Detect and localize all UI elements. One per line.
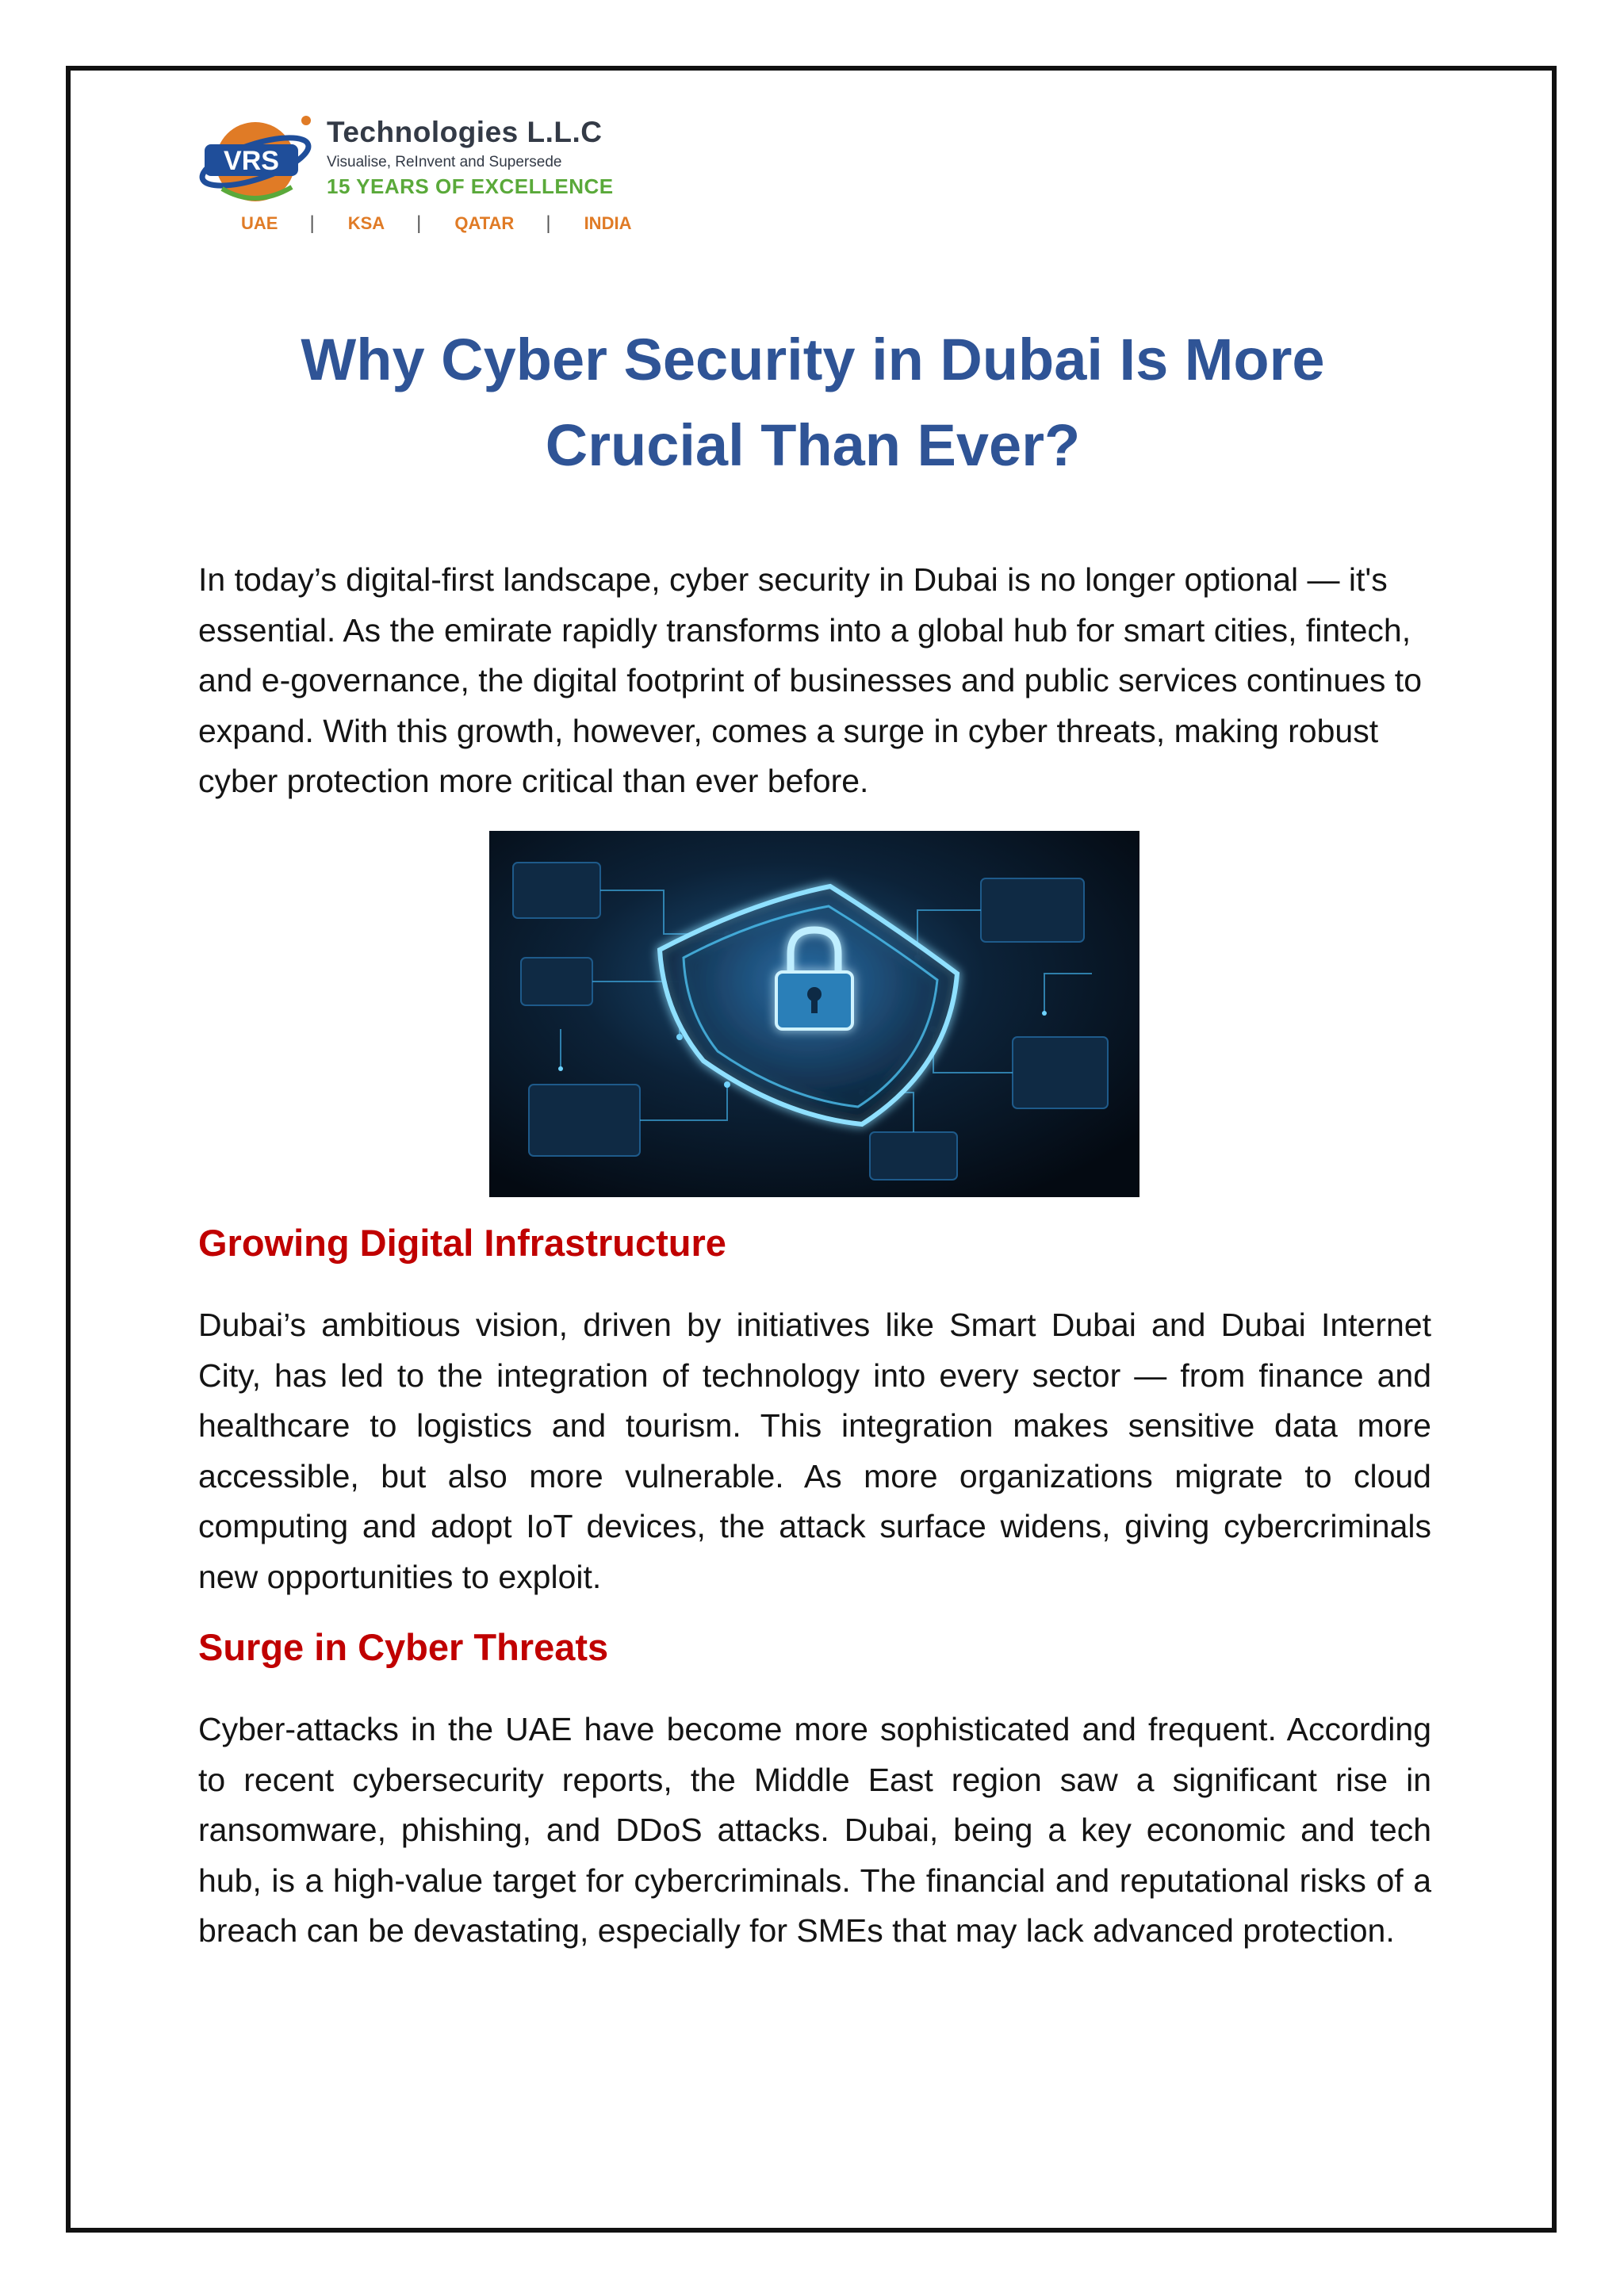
section-body-growing-digital-infrastructure: Dubai’s ambitious vision, driven by initiatives like Smart Dubai and Dubai Internet City, has led to the integration of technology into every sector — from finance and healthcare to logistics and tourism. This integration makes sensitive data more accessible, but also more vulnerable. As more organizations migrate to cloud computing and adopt IoT devices, the attack surface widens, giving cybercriminals new opportunities to exploit. [198, 1307, 1431, 1595]
section-body-surge-in-cyber-threats: Cyber-attacks in the UAE have become more sophisticated and frequent. According to recent cybersecurity reports, the Middle East region saw a significant rise in ransomware, phishing, and DDoS attacks. Dubai, being a key economic and tech hub, is a high-value target for cybercriminals. The financial and reputational risks of a breach can be devastating, especially for SMEs that may lack advanced protection. [198, 1711, 1431, 1949]
company-tagline: Visualise, ReInvent and Supersede [327, 154, 562, 170]
region-separator: | [546, 212, 551, 234]
company-logo[interactable] [198, 109, 642, 244]
region-qatar: QATAR [454, 213, 515, 233]
region-separator: | [309, 212, 315, 234]
shield-lock-icon [489, 831, 1139, 1197]
years-of-excellence: 15 YEARS OF EXCELLENCE [327, 174, 614, 198]
section-heading-surge-in-cyber-threats: Surge in Cyber Threats [198, 1626, 609, 1668]
svg-text:VRS: VRS [224, 146, 279, 176]
section-heading-growing-digital-infrastructure: Growing Digital Infrastructure [198, 1222, 726, 1264]
region-list [198, 212, 642, 235]
region-separator: | [416, 212, 422, 234]
page-title: Why Cyber Security in Dubai Is More Crucial Than Ever? [301, 327, 1325, 478]
region-uae: UAE [241, 213, 278, 233]
company-name: Technologies L.L.C [327, 116, 603, 148]
vrs-globe-logo-icon [198, 109, 333, 212]
region-ksa: KSA [347, 213, 385, 233]
intro-paragraph: In today’s digital-first landscape, cyber security in Dubai is no longer optional — it's essential. As the emirate rapidly transforms into a global hub for smart cities, fintech, and e-governance, the digital footprint of businesses and public services continues to expand. With this growth, however, comes a surge in cyber threats, making robust cyber protection more critical than ever before. [198, 561, 1423, 799]
cyber-security-image [489, 831, 1139, 1197]
region-india: INDIA [584, 213, 632, 233]
